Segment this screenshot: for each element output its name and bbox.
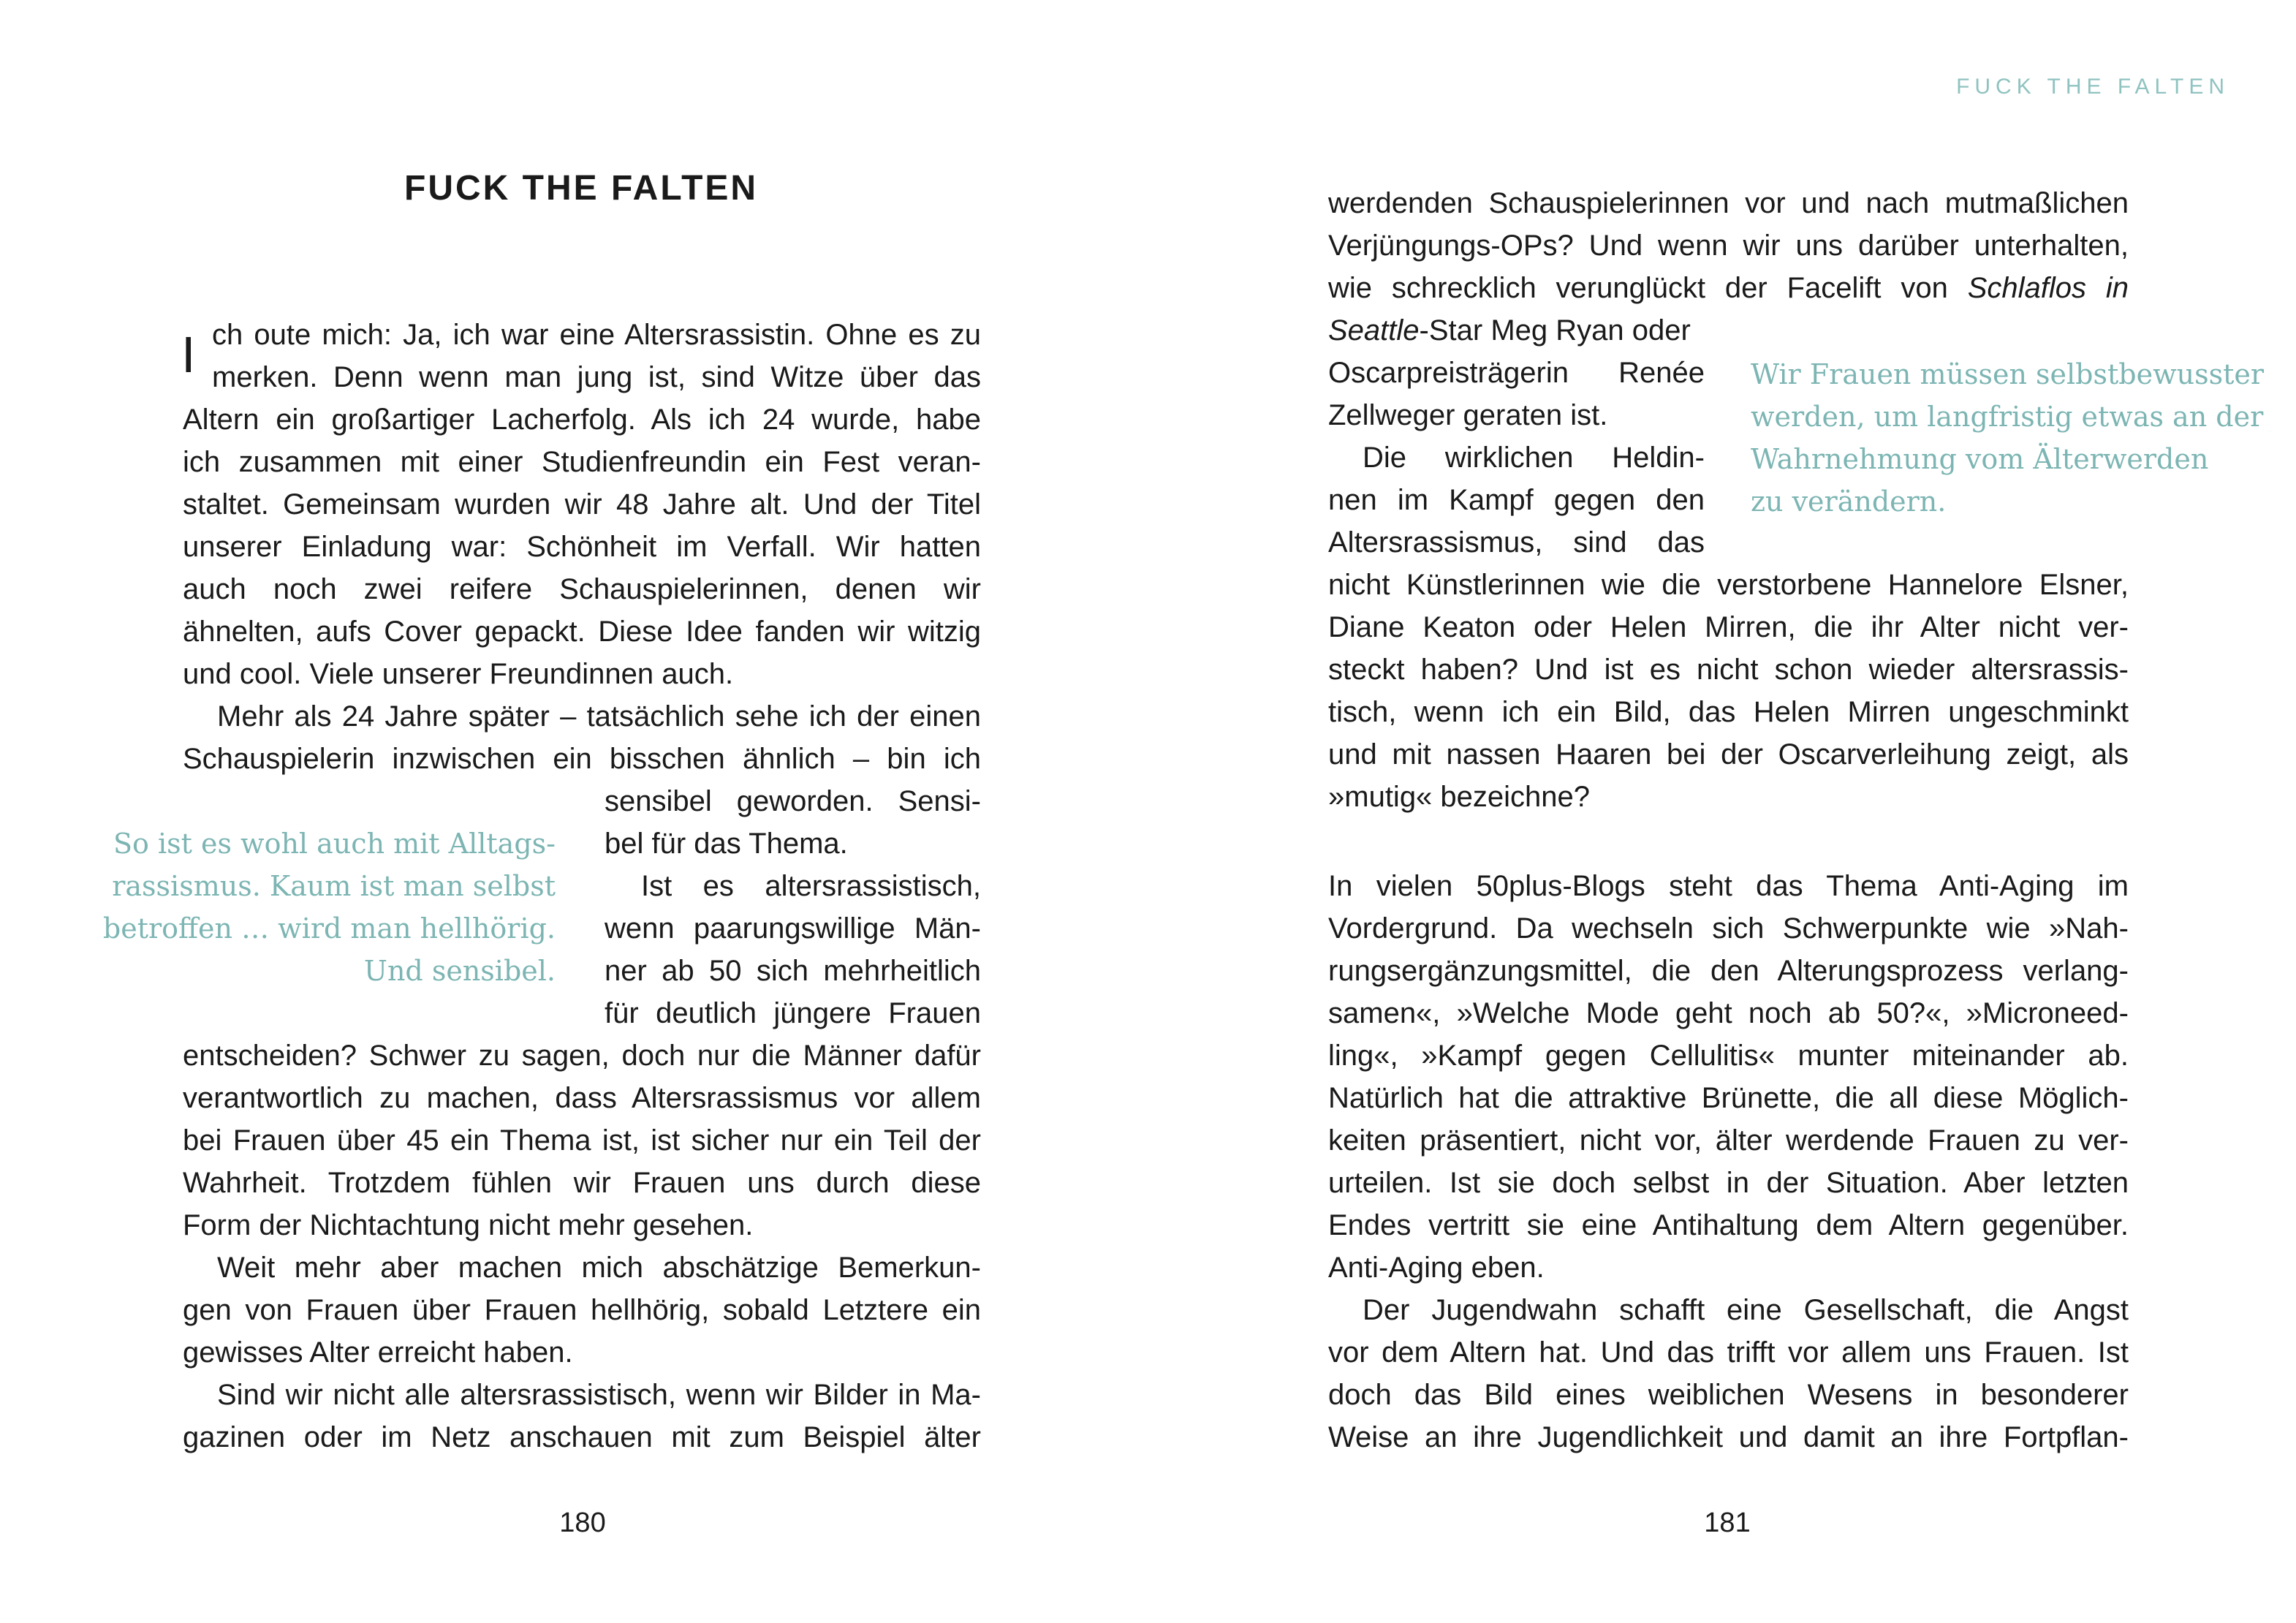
text-line: Weit mehr aber machen mich abschätzige Bemerkun- (217, 1252, 981, 1284)
text-line: ch oute mich: Ja, ich war eine Altersrassistin. Ohne es zu (212, 319, 981, 351)
text-line: Weise an ihre Jugendlichkeit und damit an ihre Fortpflan- (1328, 1421, 2129, 1453)
text-line: sensibel geworden. Sensi- (605, 785, 981, 817)
pull-quote-line: rassismus. Kaum ist man selbst (112, 870, 556, 902)
text-line: gen von Frauen über Frauen hellhörig, sobald Letztere ein (183, 1294, 981, 1326)
text-line: steckt haben? Und ist es nicht schon wieder altersrassis- (1328, 654, 2129, 686)
text-line: für deutlich jüngere Frauen (605, 997, 981, 1029)
text-line: rungsergänzungsmittel, die den Alterungsprozess verlang- (1328, 955, 2129, 987)
text-line: samen«, »Welche Mode geht noch ab 50?«, »Microneed- (1328, 997, 2129, 1029)
text-line: Altersrassismus, sind das (1328, 526, 1705, 559)
text-line: Verjüngungs-OPs? Und wenn wir uns darüber unterhalten, (1328, 230, 2129, 262)
text-line: In vielen 50plus-Blogs steht das Thema Anti-Aging im (1328, 870, 2129, 902)
page-number: 180 (559, 1507, 606, 1538)
text-line: doch das Bild eines weiblichen Wesens in besonderer (1328, 1379, 2129, 1411)
text-line: gewisses Alter erreicht haben. (183, 1336, 573, 1369)
text-line: Diane Keaton oder Helen Mirren, die ihr Alter nicht ver- (1328, 611, 2129, 643)
text-line: Die wirklichen Heldin- (1363, 442, 1705, 474)
text-run: -Star Meg Ryan oder (1419, 314, 1691, 347)
text-line: Form der Nichtachtung nicht mehr gesehen. (183, 1209, 754, 1241)
text-line: Schauspielerin inzwischen ein bisschen ähnlich – bin ich (183, 743, 981, 775)
text-line: staltet. Gemeinsam wurden wir 48 Jahre alt. Und der Titel (183, 488, 981, 521)
text-line: Anti-Aging eben. (1328, 1252, 1545, 1284)
text-line: bei Frauen über 45 ein Thema ist, ist sicher nur ein Teil der (183, 1124, 981, 1157)
pull-quote-line: werden, um langfristig etwas an der (1751, 401, 2264, 433)
text-line: unserer Einladung war: Schönheit im Verfall. Wir hatten (183, 531, 981, 563)
text-line: Sind wir nicht alle altersrassistisch, wenn wir Bilder in Ma- (217, 1379, 981, 1411)
text-line: Mehr als 24 Jahre später – tatsächlich sehe ich der einen (217, 700, 981, 733)
text-line: nen im Kampf gegen den (1328, 484, 1705, 516)
text-line: nicht Künstlerinnen wie die verstorbene Hannelore Elsner, (1328, 569, 2129, 601)
text-line (1328, 267, 2129, 309)
text-line: ähnelten, aufs Cover gepackt. Diese Idee fanden wir witzig (183, 616, 981, 648)
text-run: wie schrecklich verunglückt der Facelift von (1328, 272, 1948, 304)
text-line: ling«, »Kampf gegen Cellulitis« munter miteinander ab. (1328, 1040, 2129, 1072)
text-line: Altern ein großartiger Lacherfolg. Als ich 24 wurde, habe (183, 404, 981, 436)
text-line: Endes vertritt sie eine Antihaltung dem Altern gegenüber. (1328, 1209, 2129, 1241)
book-title: Schlaflos in (1967, 272, 2129, 304)
text-line: Ist es altersrassistisch, (641, 870, 981, 902)
text-line: vor dem Altern hat. Und das trifft vor allem uns Frauen. Ist (1328, 1336, 2129, 1369)
text-line: werdenden Schauspielerinnen vor und nach mutmaßlichen (1328, 187, 2129, 219)
text-line: ich zusammen mit einer Studienfreundin ein Fest veran- (183, 446, 981, 478)
text-line: Vordergrund. Da wechseln sich Schwerpunkte wie »Nah- (1328, 912, 2129, 945)
text-line: ner ab 50 sich mehrheitlich (605, 955, 981, 987)
drop-cap: I (181, 326, 196, 383)
page-number: 181 (1704, 1507, 1751, 1538)
pull-quote-line: Und sensibel. (363, 955, 556, 987)
pull-quote-line: Wahrnehmung vom Älterwerden (1751, 443, 2209, 475)
text-line: keiten präsentiert, nicht vor, älter werdende Frauen zu ver- (1328, 1124, 2129, 1157)
pull-quote-line: So ist es wohl auch mit Alltags- (113, 828, 556, 860)
text-line: tisch, wenn ich ein Bild, das Helen Mirren ungeschminkt (1328, 696, 2129, 728)
pull-quote (1751, 353, 2265, 523)
pull-quote-line: zu verändern. (1751, 485, 1947, 518)
text-line: gazinen oder im Netz anschauen mit zum Beispiel älter (183, 1421, 981, 1453)
chapter-title: FUCK THE FALTEN (404, 169, 759, 208)
text-line: urteilen. Ist sie doch selbst in der Situation. Aber letzten (1328, 1167, 2129, 1199)
text-line: Oscarpreisträgerin Renée (1328, 357, 1705, 389)
text-line: auch noch zwei reifere Schauspielerinnen, denen wir (183, 573, 981, 605)
text-line: entscheiden? Schwer zu sagen, doch nur die Männer dafür (183, 1040, 981, 1072)
text-line: und cool. Viele unserer Freundinnen auch. (183, 658, 734, 690)
text-line: und mit nassen Haaren bei der Oscarverleihung zeigt, als (1328, 738, 2129, 771)
text-line: Natürlich hat die attraktive Brünette, die all diese Möglich- (1328, 1082, 2129, 1114)
text-line: wenn paarungswillige Män- (605, 912, 981, 945)
pull-quote-line: betroffen … wird man hellhörig. (102, 912, 556, 945)
text-line: Der Jugendwahn schafft eine Gesellschaft, die Angst (1363, 1294, 2129, 1326)
text-line: merken. Denn wenn man jung ist, sind Witze über das (212, 361, 981, 393)
text-line: bel für das Thema. (605, 828, 848, 860)
text-line: Zellweger geraten ist. (1328, 399, 1608, 431)
book-title: Seattle (1328, 314, 1420, 347)
text-line: verantwortlich zu machen, dass Altersrassismus vor allem (183, 1082, 981, 1114)
running-head: FUCK THE FALTEN (1956, 75, 2229, 99)
text-line: Wahrheit. Trotzdem fühlen wir Frauen uns durch diese (183, 1167, 981, 1199)
text-line (1328, 309, 1705, 352)
text-line: »mutig« bezeichne? (1328, 781, 1591, 813)
pull-quote-line: Wir Frauen müssen selbstbewusster (1751, 358, 2265, 390)
